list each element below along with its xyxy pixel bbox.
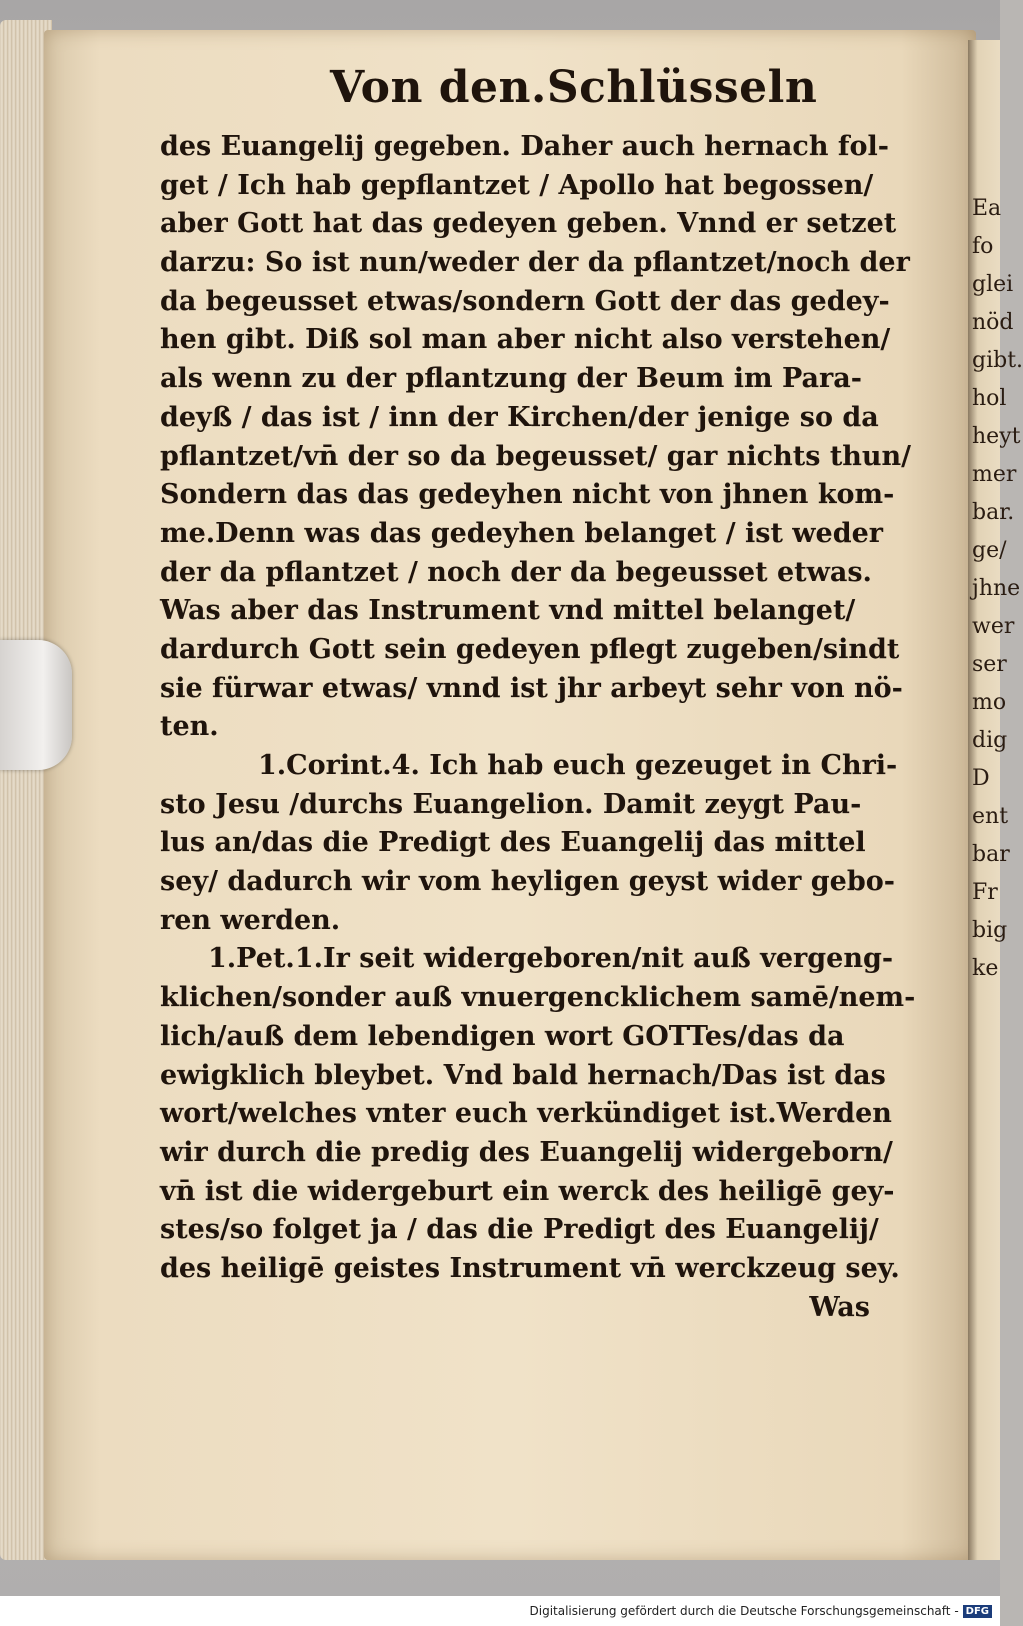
text-line: Sondern das das gedeyhen nicht von jhnen kom- <box>160 479 895 511</box>
footer-credit-text: Digitalisierung gefördert durch die Deutsche Forschungsgemeinschaft - <box>529 1604 959 1618</box>
catchword: Was <box>809 1291 870 1323</box>
footer-credit <box>530 1604 993 1618</box>
text-line: des heiligē geistes Instrument vn̄ werckzeug sey. <box>160 1252 900 1284</box>
text-line: wort/welches vnter euch verkündiget ist.Werden <box>160 1098 892 1130</box>
text-line: der da pflantzet / noch der da begeusset etwas. <box>160 556 872 588</box>
text-line: hen gibt. Diß sol man aber nicht also verstehen/ <box>160 324 891 356</box>
text-line: 1.Corint.4. Ich hab euch gezeuget in Chri- <box>258 750 898 781</box>
facing-page-edge <box>968 40 1023 1560</box>
text-line: wir durch die predig des Euangelij widergeborn/ <box>160 1136 893 1168</box>
text-line: Was aber das Instrument vnd mittel belanget/ <box>160 595 856 627</box>
text-line: klichen/sonder auß vnuergencklichem samē/nem- <box>160 982 916 1014</box>
text-line: me.Denn was das gedeyhen belanget / ist weder <box>160 517 884 549</box>
text-line: ten. <box>160 711 219 743</box>
text-line: sie fürwar etwas/ vnnd ist jhr arbeyt sehr von nö- <box>160 672 903 704</box>
text-line: aber Gott hat das gedeyen geben. Vnnd er setzet <box>160 208 897 240</box>
text-line: vn̄ ist die widergeburt ein werck des heiligē gey- <box>160 1175 895 1207</box>
page-body-text <box>160 128 916 1327</box>
text-line: get / Ich hab gepflantzet / Apollo hat begossen/ <box>160 169 874 201</box>
book-clasp <box>0 640 72 770</box>
text-line: des Euangelij gegeben. Daher auch hernach fol- <box>160 131 889 162</box>
text-line: sto Jesu /durchs Euangelion. Damit zeygt Pau- <box>160 788 862 820</box>
text-line: deyß / das ist / inn der Kirchen/der jenige so da <box>160 401 879 433</box>
text-line: lich/auß dem lebendigen wort GOTTes/das da <box>160 1020 845 1052</box>
text-line: als wenn zu der pflantzung der Beum im Para- <box>160 363 862 395</box>
facing-page-text-fragments: Ea fo glei nöd gibt. hol heyt mer bar. ge/ jhne wer ser mo dig D ent bar Fr big ke <box>972 196 1023 981</box>
text-line: darzu: So ist nun/weder der da pflantzet/noch der <box>160 247 910 279</box>
text-line: dardurch Gott sein gedeyen pflegt zugeben/sindt <box>160 633 900 665</box>
running-header: Von den.Schlüsseln <box>330 62 818 113</box>
text-line: 1.Pet.1.Ir seit widergeboren/nit auß vergeng- <box>208 943 894 975</box>
text-line: pflantzet/vn̄ der so da begeusset/ gar nichts thun/ <box>160 440 912 472</box>
text-line: sey/ dadurch wir vom heyligen geyst wider gebo- <box>160 866 895 898</box>
text-line: ren werden. <box>160 904 341 936</box>
text-line: stes/so folget ja / das die Predigt des Euangelij/ <box>160 1214 879 1246</box>
dfg-logo: DFG <box>963 1605 992 1618</box>
text-line: lus an/das die Predigt des Euangelij das mittel <box>160 827 866 859</box>
text-line: da begeusset etwas/sondern Gott der das gedey- <box>160 285 890 317</box>
text-line: ewigklich bleybet. Vnd bald hernach/Das ist das <box>160 1059 886 1091</box>
